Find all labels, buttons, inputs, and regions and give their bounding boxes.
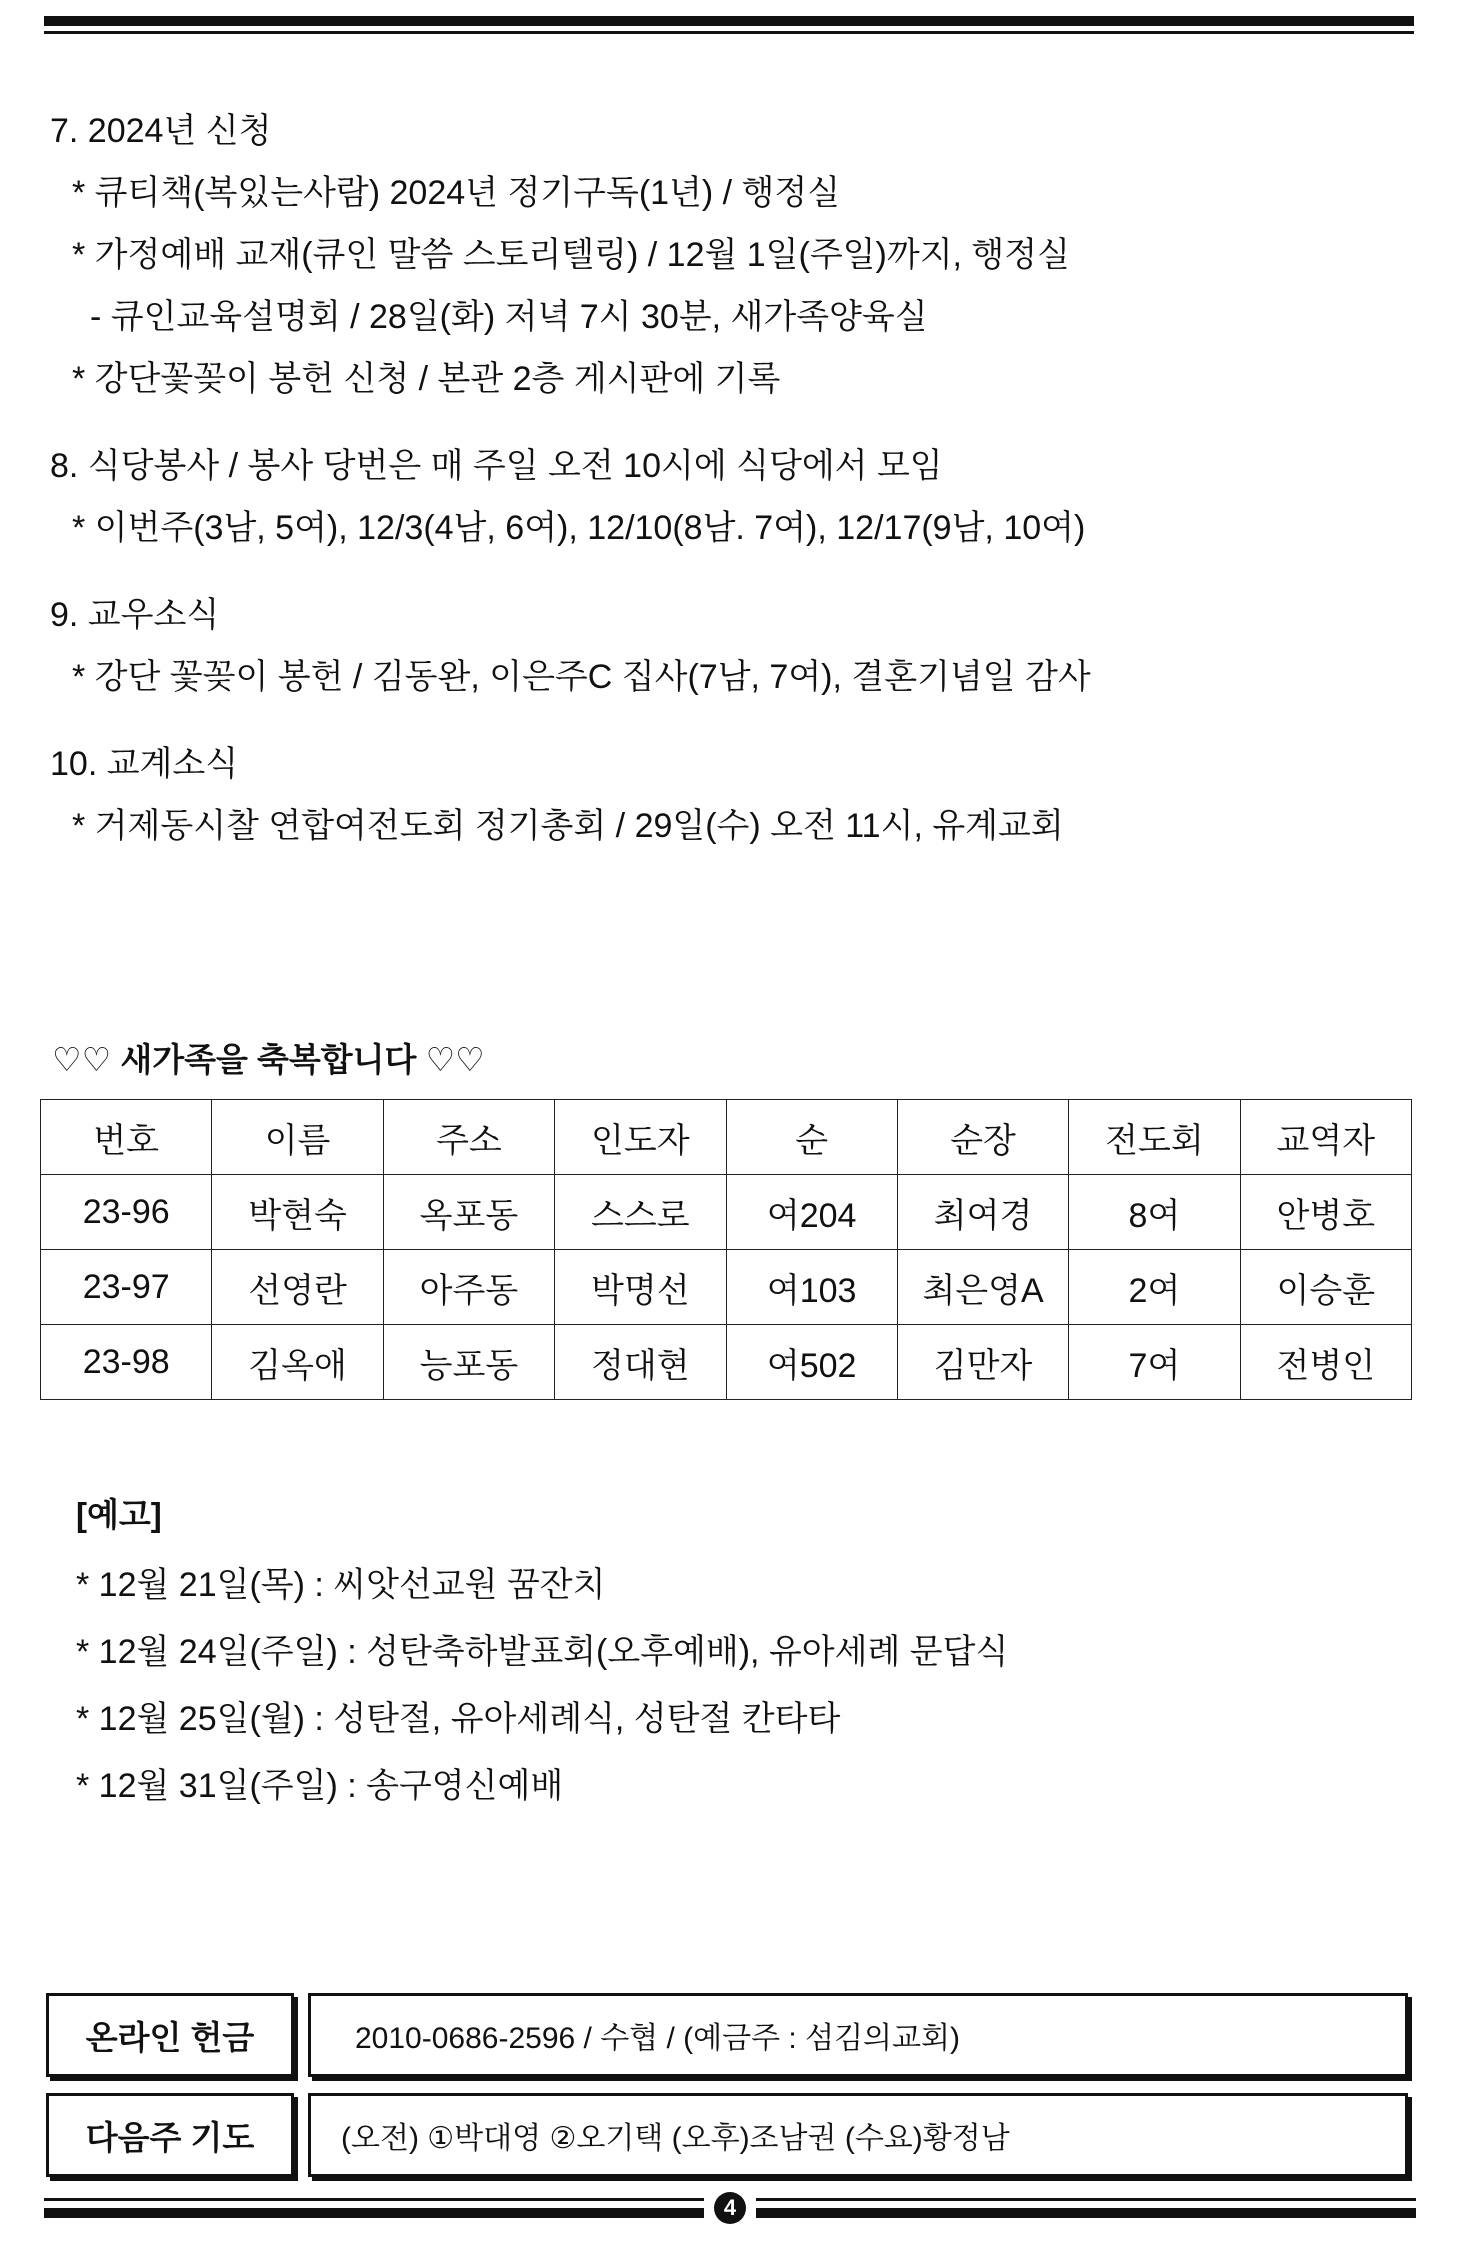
header-guide: 인도자 bbox=[555, 1100, 726, 1175]
new-family-section bbox=[40, 1035, 1412, 1400]
online-giving-label: 온라인 헌금 bbox=[46, 1993, 294, 2077]
table-row bbox=[41, 1325, 1412, 1400]
table-cell: 7여 bbox=[1069, 1325, 1240, 1400]
table-cell: 안병호 bbox=[1240, 1175, 1411, 1250]
preview-title: [예고] bbox=[76, 1496, 162, 1533]
next-prayer-row bbox=[46, 2093, 1416, 2181]
table-cell: 전병인 bbox=[1240, 1325, 1411, 1400]
notice-line: * 강단꽃꽂이 봉헌 신청 / 본관 2층 게시판에 기록 bbox=[72, 360, 781, 398]
header-mission-society: 전도회 bbox=[1069, 1100, 1240, 1175]
bottom-rule-right bbox=[756, 2198, 1416, 2218]
top-rule bbox=[44, 16, 1414, 34]
table-cell: 박현숙 bbox=[212, 1175, 383, 1250]
table-row bbox=[41, 1175, 1412, 1250]
notices-section bbox=[50, 100, 1410, 882]
new-family-title: ♡♡ 새가족을 축복합니다 ♡♡ bbox=[52, 1041, 485, 1078]
table-header-row bbox=[41, 1100, 1412, 1175]
bottom-rule-left bbox=[44, 2198, 704, 2218]
notice-line: * 거제동시찰 연합여전도회 정기총회 / 29일(수) 오전 11시, 유계교회 bbox=[72, 807, 1064, 845]
table-cell: 선영란 bbox=[212, 1250, 383, 1325]
online-giving-row bbox=[46, 1993, 1416, 2081]
notice-item bbox=[50, 733, 1410, 857]
notice-title: 10. 교계소식 bbox=[50, 745, 239, 783]
table-cell: 능포동 bbox=[383, 1325, 554, 1400]
table-cell: 정대현 bbox=[555, 1325, 726, 1400]
notice-item bbox=[50, 435, 1410, 559]
preview-section bbox=[76, 1490, 1376, 1820]
notice-subline: - 큐인교육설명회 / 28일(화) 저녁 7시 30분, 새가족양육실 bbox=[90, 298, 928, 336]
table-cell: 여204 bbox=[726, 1175, 897, 1250]
table-cell: 23-96 bbox=[41, 1175, 212, 1250]
table-cell: 2여 bbox=[1069, 1250, 1240, 1325]
header-address: 주소 bbox=[383, 1100, 554, 1175]
table-cell: 여502 bbox=[726, 1325, 897, 1400]
new-family-table bbox=[40, 1099, 1412, 1400]
header-group: 순 bbox=[726, 1100, 897, 1175]
table-row bbox=[41, 1250, 1412, 1325]
table-cell: 옥포동 bbox=[383, 1175, 554, 1250]
header-group-leader: 순장 bbox=[897, 1100, 1068, 1175]
notice-title: 8. 식당봉사 / 봉사 당번은 매 주일 오전 10시에 식당에서 모임 bbox=[50, 447, 943, 485]
notice-item bbox=[50, 584, 1410, 708]
header-number: 번호 bbox=[41, 1100, 212, 1175]
table-cell: 23-97 bbox=[41, 1250, 212, 1325]
table-cell: 김만자 bbox=[897, 1325, 1068, 1400]
table-cell: 최은영A bbox=[897, 1250, 1068, 1325]
table-cell: 여103 bbox=[726, 1250, 897, 1325]
table-cell: 8여 bbox=[1069, 1175, 1240, 1250]
next-prayer-names: (오전) ①박대영 ②오기택 (오후)조남권 (수요)황정남 bbox=[308, 2093, 1408, 2177]
notice-line: * 큐티책(복있는사람) 2024년 정기구독(1년) / 행정실 bbox=[72, 174, 841, 212]
notice-item bbox=[50, 100, 1410, 410]
preview-line: * 12월 25일(월) : 성탄절, 유아세례식, 성탄절 칸타타 bbox=[76, 1700, 841, 1738]
table-cell: 박명선 bbox=[555, 1250, 726, 1325]
header-pastor: 교역자 bbox=[1240, 1100, 1411, 1175]
next-prayer-label: 다음주 기도 bbox=[46, 2093, 294, 2177]
table-cell: 이승훈 bbox=[1240, 1250, 1411, 1325]
notice-title: 9. 교우소식 bbox=[50, 596, 220, 634]
notice-title: 7. 2024년 신청 bbox=[50, 112, 272, 150]
notice-line: * 가정예배 교재(큐인 말씀 스토리텔링) / 12월 1일(주일)까지, 행정실 bbox=[72, 236, 1070, 274]
header-name: 이름 bbox=[212, 1100, 383, 1175]
table-cell: 스스로 bbox=[555, 1175, 726, 1250]
notice-line: * 이번주(3남, 5여), 12/3(4남, 6여), 12/10(8남. 7여), 12/17(9남, 10여) bbox=[72, 509, 1086, 547]
table-cell: 아주동 bbox=[383, 1250, 554, 1325]
table-cell: 김옥애 bbox=[212, 1325, 383, 1400]
table-cell: 최여경 bbox=[897, 1175, 1068, 1250]
preview-line: * 12월 31일(주일) : 송구영신예배 bbox=[76, 1767, 564, 1805]
preview-line: * 12월 21일(목) : 씨앗선교원 꿈잔치 bbox=[76, 1566, 606, 1604]
notice-line: * 강단 꽃꽂이 봉헌 / 김동완, 이은주C 집사(7남, 7여), 결혼기념일 감사 bbox=[72, 658, 1091, 696]
online-giving-account: 2010-0686-2596 / 수협 / (예금주 : 섬김의교회) bbox=[308, 1993, 1408, 2077]
table-cell: 23-98 bbox=[41, 1325, 212, 1400]
page-number-badge: 4 bbox=[714, 2192, 746, 2224]
preview-line: * 12월 24일(주일) : 성탄축하발표회(오후예배), 유아세례 문답식 bbox=[76, 1633, 1009, 1671]
